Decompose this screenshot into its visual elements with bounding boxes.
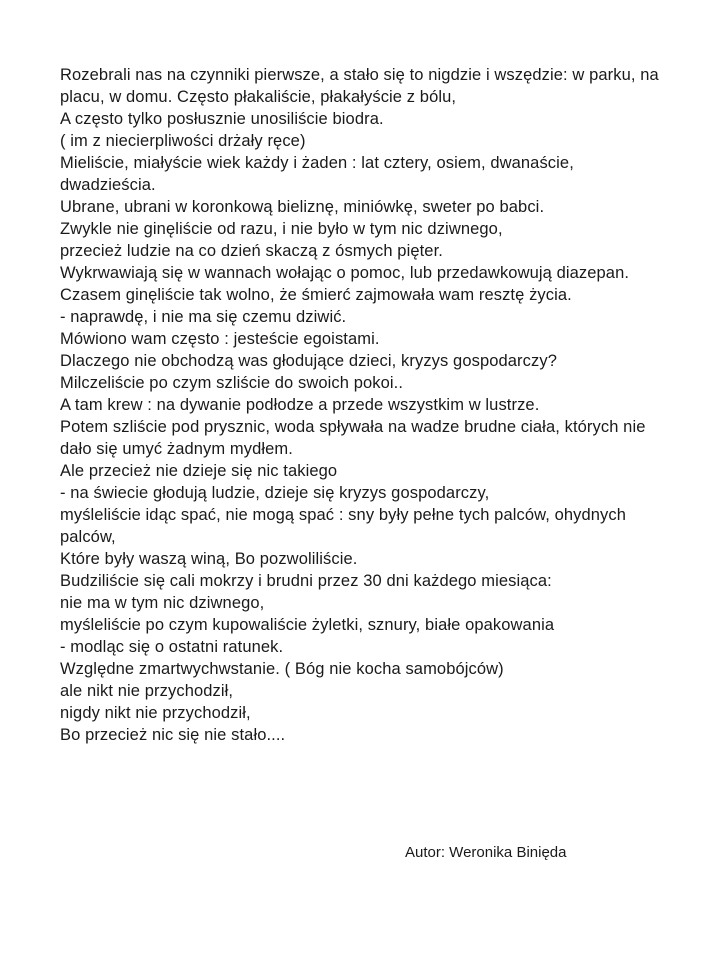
poem-line: przecież ludzie na co dzień skaczą z ósmych pięter.	[60, 242, 443, 260]
poem-line: Ubrane, ubrani w koronkową bieliznę, miniówkę, sweter po babci.	[60, 198, 545, 216]
poem-line: Dlaczego nie obchodzą was głodujące dzieci, kryzys gospodarczy?	[60, 352, 557, 370]
poem-line: Które były waszą winą, Bo pozwoliliście.	[60, 550, 358, 568]
poem-line: nigdy nikt nie przychodził,	[60, 704, 251, 722]
poem-line: Mówiono wam często : jesteście egoistami.	[60, 330, 380, 348]
author-credit: Autor: Weronika Binięda	[405, 844, 567, 861]
poem-line: - naprawdę, i nie ma się czemu dziwić.	[60, 308, 347, 326]
poem-line: Wykrwawiają się w wannach wołając o pomoc, lub przedawkowują diazepan.	[60, 264, 630, 282]
poem-line: Bo przecież nic się nie stało....	[60, 726, 286, 744]
poem-line: Czasem ginęliście tak wolno, że śmierć zajmowała wam resztę życia.	[60, 286, 572, 304]
poem-line: - na świecie głodują ludzie, dzieje się kryzys gospodarczy,	[60, 484, 490, 502]
poem-line: Względne zmartwychwstanie. ( Bóg nie kocha samobójców)	[60, 660, 504, 678]
poem-line: nie ma w tym nic dziwnego,	[60, 594, 265, 612]
poem-line: myśleliście po czym kupowaliście żyletki, sznury, białe opakowania	[60, 616, 555, 634]
poem-line: Budziliście się cali mokrzy i brudni przez 30 dni każdego miesiąca:	[60, 572, 552, 590]
poem-line: Potem szliście pod prysznic, woda spływała na wadze brudne ciała, których nie dało się umyć żadnym mydłem.	[60, 418, 646, 458]
poem-line: Rozebrali nas na czynniki pierwsze, a stało się to nigdzie i wszędzie: w parku, na placu, w domu. Często płakaliście, płakałyście z bólu,	[60, 66, 659, 106]
poem-line: Zwykle nie ginęliście od razu, i nie było w tym nic dziwnego,	[60, 220, 503, 238]
poem-line: ( im z niecierpliwości drżały ręce)	[60, 132, 306, 150]
poem-line: ale nikt nie przychodził,	[60, 682, 234, 700]
poem-text	[60, 64, 670, 746]
poem-line: Mieliście, miałyście wiek każdy i żaden : lat cztery, osiem, dwanaście, dwadzieścia.	[60, 154, 574, 194]
poem-line: Milczeliście po czym szliście do swoich pokoi..	[60, 374, 404, 392]
poem-line: Ale przecież nie dzieje się nic takiego	[60, 462, 338, 480]
poem-line: A tam krew : na dywanie podłodze a przede wszystkim w lustrze.	[60, 396, 540, 414]
poem-line: myśleliście idąc spać, nie mogą spać : sny były pełne tych palców, ohydnych palców,	[60, 506, 627, 546]
poem-line: - modląc się o ostatni ratunek.	[60, 638, 284, 656]
poem-line: A często tylko posłusznie unosiliście biodra.	[60, 110, 384, 128]
